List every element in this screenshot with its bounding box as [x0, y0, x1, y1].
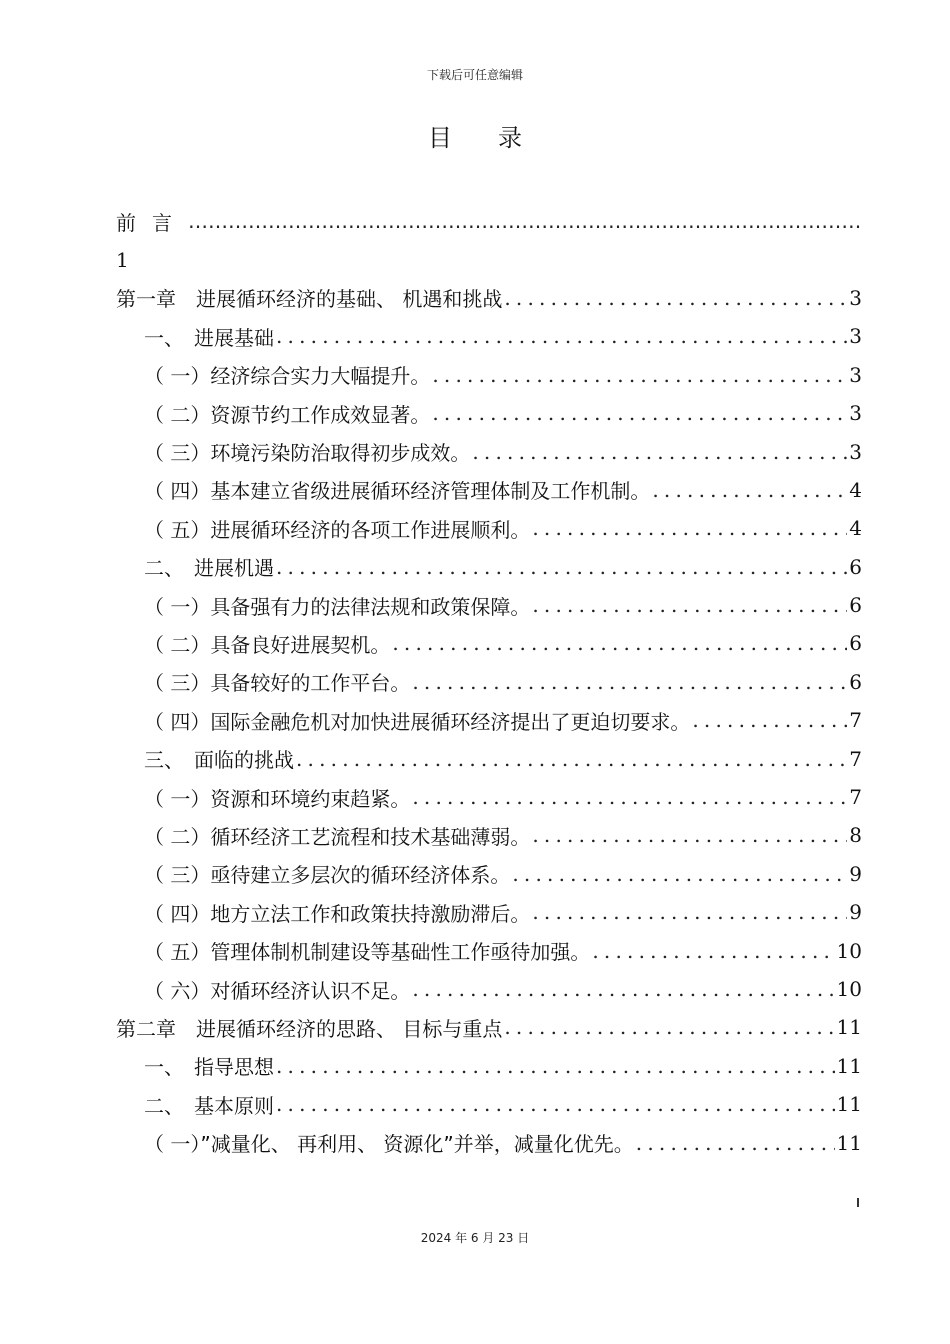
- page-marker: [857, 1198, 859, 1207]
- toc-leader-dots: [510, 862, 847, 886]
- toc-entry[interactable]: [116, 432, 862, 470]
- toc-entry-page-number: 7: [849, 746, 862, 771]
- toc-entry-page-number: 10: [836, 938, 862, 963]
- page-header-note: 下载后可任意编辑: [426, 68, 523, 82]
- toc-entry[interactable]: [116, 1123, 862, 1161]
- toc-entry-label: （ 三）环境污染防治取得初步成效。: [144, 441, 471, 466]
- toc-leader-dots: [294, 747, 847, 771]
- toc-leader-dots: [188, 209, 862, 233]
- toc-entry-label: （ 一）经济综合实力大幅提升。: [144, 364, 431, 389]
- toc-entry-label: 前言: [116, 210, 188, 235]
- toc-entry-label: 第二章 进展循环经济的思路、 目标与重点: [116, 1016, 503, 1041]
- toc-leader-dots: [410, 785, 847, 809]
- toc-entry-label: （ 五）进展循环经济的各项工作进展顺利。: [144, 517, 531, 542]
- toc-entry-label: （ 四）基本建立省级进展循环经济管理体制及工作机制。: [144, 479, 651, 504]
- toc-leader-dots: [530, 516, 847, 540]
- toc-leader-dots: [274, 555, 847, 579]
- toc-entry-page-number: 1: [116, 247, 129, 272]
- toc-entry[interactable]: [116, 1047, 862, 1085]
- toc-leader-dots: [690, 708, 847, 732]
- toc-leader-dots: [590, 939, 834, 963]
- toc-leader-dots: [430, 363, 847, 387]
- toc-entry-label: （ 一）”减量化、 再利用、 资源化”并举，减量化优先。: [144, 1132, 634, 1157]
- toc-entry[interactable]: [116, 394, 862, 432]
- page-footer-date: 2024 年 6 月 23 日: [420, 1231, 530, 1245]
- toc-entry-label: 二、 进展机遇: [144, 556, 274, 581]
- toc-entry-page-number: 6: [849, 554, 862, 579]
- toc-entry-page-number: 3: [849, 285, 862, 310]
- toc-leader-dots: [390, 631, 847, 655]
- toc-entry-page-number: 9: [849, 861, 862, 886]
- toc-entry[interactable]: [116, 816, 862, 854]
- toc-entry[interactable]: [116, 356, 862, 394]
- toc-entry-page-number: 6: [849, 593, 862, 618]
- toc-leader-dots: [470, 440, 847, 464]
- toc-entry-page-number: 11: [836, 1130, 862, 1155]
- toc-entry-page-number: 9: [849, 900, 862, 925]
- toc-entry-page-number: 10: [836, 977, 862, 1001]
- toc-entry-page-number: 3: [849, 401, 862, 426]
- toc-entry-page-number: 6: [849, 631, 862, 656]
- toc-entry[interactable]: [116, 624, 862, 662]
- toc-entry-label: （ 四）国际金融危机对加快进展循环经济提出了更迫切要求。: [144, 709, 691, 734]
- toc-entry[interactable]: [116, 893, 862, 931]
- toc-entry-label: （ 二）资源节约工作成效显著。: [144, 402, 431, 427]
- toc-entries: [116, 279, 862, 1162]
- toc-entry-preface[interactable]: [116, 202, 862, 240]
- toc-leader-dots: [274, 324, 847, 348]
- toc-entry[interactable]: [116, 931, 862, 969]
- toc-entry[interactable]: [116, 509, 862, 547]
- toc-entry[interactable]: [116, 739, 862, 777]
- toc-entry-page-number: 3: [849, 439, 862, 464]
- toc-entry[interactable]: [116, 701, 862, 739]
- toc-leader-dots: [274, 1092, 835, 1116]
- toc-entry[interactable]: [116, 1085, 862, 1123]
- toc-entry-page-number: 3: [849, 362, 862, 387]
- toc-entry-label: 三、 面临的挑战: [144, 748, 294, 773]
- toc-entry-page-number: 11: [836, 1015, 862, 1040]
- toc-entry-label: （ 三）亟待建立多层次的循环经济体系。: [144, 863, 511, 888]
- toc-entry-page-number: 11: [836, 1053, 862, 1078]
- toc-entry-label: （ 三）具备较好的工作平台。: [144, 671, 411, 696]
- toc-entry-label: （ 四）地方立法工作和政策扶持激励滞后。: [144, 901, 531, 926]
- toc-leader-dots: [430, 401, 847, 425]
- toc-entry-label: 第一章 进展循环经济的基础、 机遇和挑战: [116, 287, 503, 312]
- toc-leader-dots: [530, 823, 847, 847]
- toc-entry[interactable]: [116, 778, 862, 816]
- toc-entry-page-number: 7: [849, 785, 862, 810]
- table-of-contents: [116, 202, 862, 1162]
- toc-entry[interactable]: [116, 1008, 862, 1046]
- toc-entry[interactable]: [116, 586, 862, 624]
- toc-entry[interactable]: [116, 548, 862, 586]
- toc-entry-label: （ 一）资源和环境约束趋紧。: [144, 786, 411, 811]
- toc-leader-dots: [410, 977, 834, 1001]
- toc-entry-page-number: 7: [849, 708, 862, 733]
- toc-entry-label: 二、 基本原则: [144, 1093, 274, 1118]
- toc-entry-page-number: 4: [849, 477, 862, 502]
- toc-entry-label: （ 一）具备强有力的法律法规和政策保障。: [144, 594, 531, 619]
- toc-leader-dots: [502, 1015, 834, 1039]
- toc-entry[interactable]: [116, 317, 862, 355]
- toc-leader-dots: [410, 670, 847, 694]
- toc-leader-dots: [502, 286, 847, 310]
- toc-entry[interactable]: [116, 970, 862, 1008]
- toc-entry-page-number: 8: [849, 823, 862, 848]
- toc-entry-label: （ 五）管理体制机制建设等基础性工作亟待加强。: [144, 940, 591, 965]
- toc-entry-label: 一、 指导思想: [144, 1055, 274, 1080]
- toc-entry[interactable]: [116, 663, 862, 701]
- toc-entry-label: （ 二）具备良好进展契机。: [144, 632, 391, 657]
- toc-entry-label: （ 二）循环经济工艺流程和技术基础薄弱。: [144, 824, 531, 849]
- toc-title: 目录: [428, 124, 568, 152]
- toc-entry[interactable]: [116, 471, 862, 509]
- toc-entry-page-number: 11: [836, 1092, 862, 1117]
- toc-leader-dots: [650, 478, 847, 502]
- toc-entry-page-number: 4: [849, 516, 862, 541]
- toc-entry[interactable]: [116, 279, 862, 317]
- toc-entry-page-number: 3: [849, 324, 862, 349]
- toc-entry[interactable]: [116, 855, 862, 893]
- toc-leader-dots: [530, 900, 847, 924]
- toc-entry-label: （ 六）对循环经济认识不足。: [144, 978, 411, 1003]
- toc-leader-dots: [274, 1054, 835, 1078]
- toc-entry-page-number: 6: [849, 669, 862, 694]
- toc-leader-dots: [634, 1131, 835, 1155]
- toc-leader-dots: [530, 593, 847, 617]
- toc-entry-label: 一、 进展基础: [144, 325, 274, 350]
